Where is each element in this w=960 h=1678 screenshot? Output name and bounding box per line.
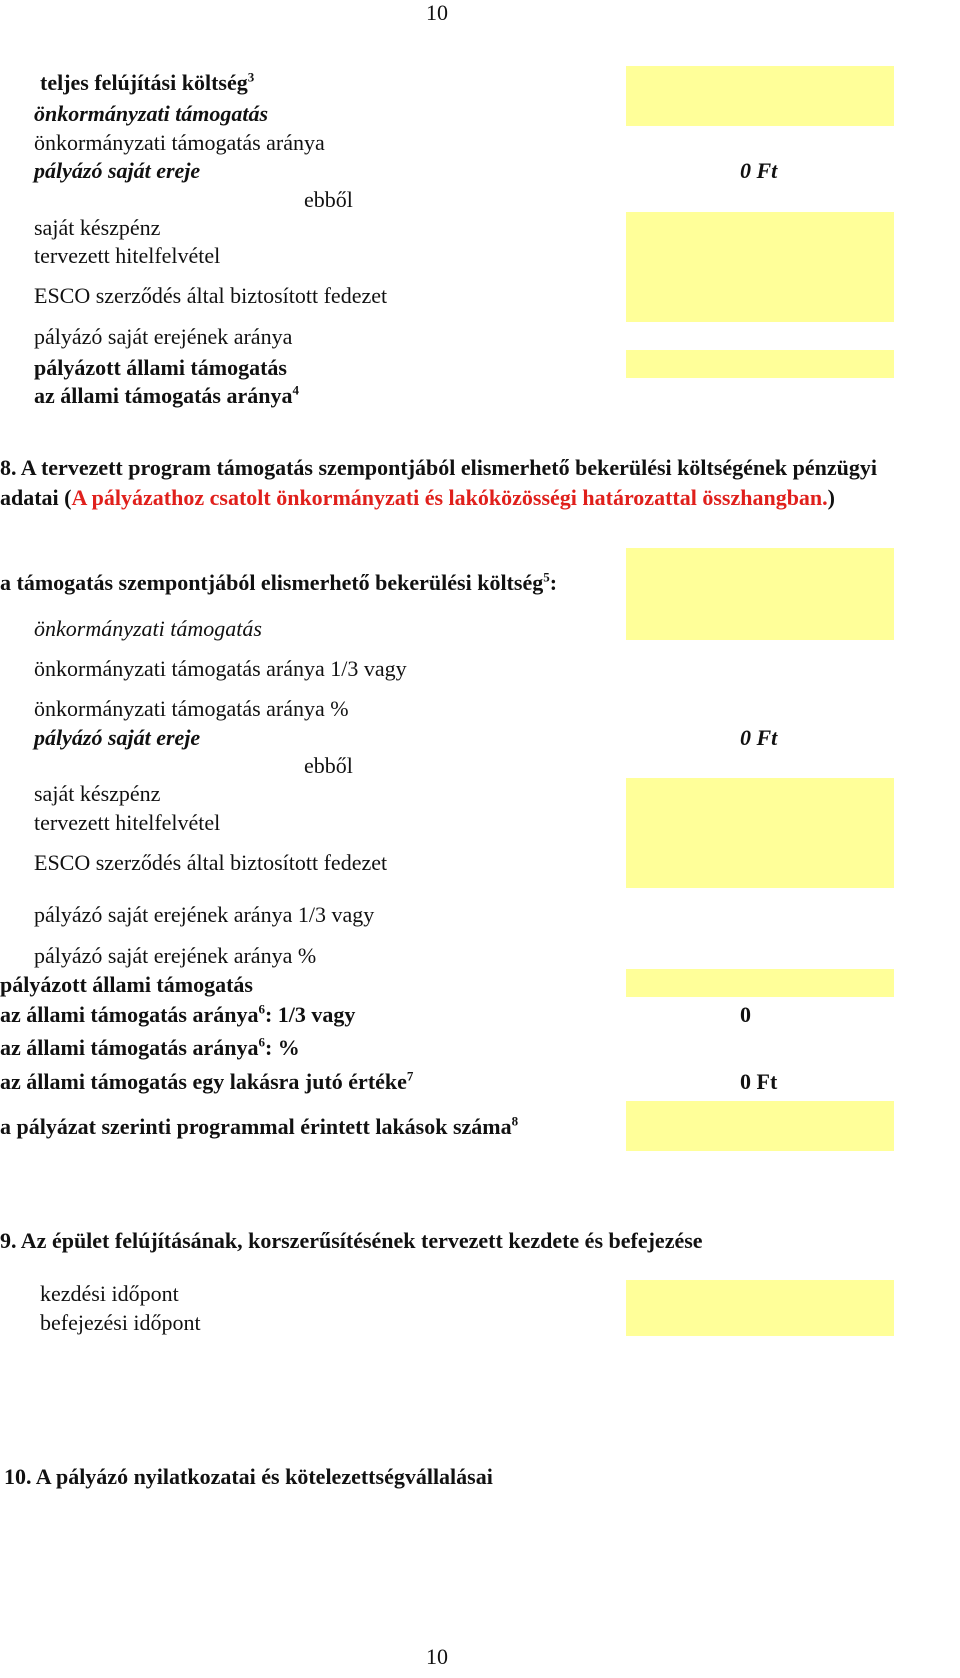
s8-per-flat-label: az állami támogatás egy lakásra jutó értéke$^7$	[0, 1068, 414, 1094]
total-cost-input[interactable]	[626, 66, 894, 126]
municipal-support-ratio-label: önkormányzati támogatás aránya	[34, 130, 325, 155]
s8-flat-count-label: a pályázat szerinti programmal érintett lakások száma$^8$	[0, 1113, 519, 1139]
footnote-ref: 3	[247, 69, 255, 85]
own-resources-value: 0 Ft	[740, 158, 778, 183]
s8-state-ratio-third-value: 0	[740, 1002, 751, 1027]
page-number-top: 10	[426, 0, 448, 25]
state-support-input[interactable]	[626, 350, 894, 378]
own-cash-label: saját készpénz	[34, 215, 161, 240]
footnote-ref: 5	[543, 569, 550, 585]
state-support-label: pályázott állami támogatás	[34, 355, 287, 380]
s8-planned-loan-label: tervezett hitelfelvétel	[34, 810, 221, 835]
s8-state-support-label: pályázott állami támogatás	[0, 972, 253, 997]
own-resources-label: pályázó saját ereje	[34, 158, 201, 183]
s8-flat-count-input[interactable]	[626, 1101, 894, 1151]
own-resources-breakdown-input[interactable]	[626, 212, 894, 322]
planned-loan-label: tervezett hitelfelvétel	[34, 243, 221, 268]
s8-state-support-input[interactable]	[626, 969, 894, 997]
page-number-bottom: 10	[426, 1644, 448, 1669]
footnote-ref: 7	[406, 1068, 414, 1084]
footnote-ref: 4	[292, 382, 299, 398]
end-date-label: befejezési időpont	[40, 1310, 201, 1335]
s8-municipal-ratio-third-label: önkormányzati támogatás aránya 1/3 vagy	[34, 656, 407, 681]
s8-own-resources-label: pályázó saját ereje	[34, 725, 201, 750]
footnote-ref: 6	[258, 1034, 265, 1050]
eligible-cost-input[interactable]	[626, 548, 894, 640]
footnote-ref: 8	[511, 1113, 519, 1129]
s8-own-resources-breakdown-input[interactable]	[626, 778, 894, 888]
section-8-heading-note: A pályázathoz csatolt önkormányzati és lakóközösségi határozattal összhangban.	[71, 485, 828, 510]
s8-municipal-ratio-percent-label: önkormányzati támogatás aránya %	[34, 696, 349, 721]
esco-label: ESCO szerződés által biztosított fedezet	[34, 283, 388, 308]
s8-esco-label: ESCO szerződés által biztosított fedezet	[34, 850, 388, 875]
eligible-cost-label: a támogatás szempontjából elismerhető bekerülési költség$^5$:	[0, 569, 558, 595]
state-support-ratio-label: az állami támogatás aránya$^4$	[34, 382, 299, 408]
of-which-label: ebből	[304, 187, 353, 212]
section-9-heading: 9. Az épület felújításának, korszerűsítésének tervezett kezdete és befejezése	[0, 1228, 703, 1253]
s8-municipal-support-label: önkormányzati támogatás	[34, 616, 262, 641]
s8-own-resources-value: 0 Ft	[740, 725, 778, 750]
s8-of-which-label: ebből	[304, 753, 353, 778]
dates-input[interactable]	[626, 1280, 894, 1336]
footnote-ref: 6	[258, 1001, 265, 1017]
s8-state-ratio-third-label: az állami támogatás aránya$^6$: 1/3 vagy	[0, 1001, 356, 1027]
municipal-support-label: önkormányzati támogatás	[34, 101, 269, 126]
section-10-heading: 10. A pályázó nyilatkozatai és kötelezettségvállalásai	[4, 1464, 493, 1489]
s8-own-cash-label: saját készpénz	[34, 781, 161, 806]
s8-own-ratio-percent-label: pályázó saját erejének aránya %	[34, 943, 317, 968]
section-8-heading: 8. A tervezett program támogatás szempontjából elismerhető bekerülési költségének pénzügyi adatai (A pályázathoz csatolt önkormányzati és lakóközösségi határozattal összhangban.)	[0, 455, 878, 510]
total-cost-label: teljes felújítási költség$^3$	[40, 69, 255, 95]
s8-state-ratio-percent-label: az állami támogatás aránya$^6$: %	[0, 1034, 300, 1060]
s8-per-flat-value: 0 Ft	[740, 1069, 778, 1094]
own-resources-ratio-label: pályázó saját erejének aránya	[34, 324, 293, 349]
s8-own-ratio-third-label: pályázó saját erejének aránya 1/3 vagy	[34, 902, 375, 927]
start-date-label: kezdési időpont	[40, 1281, 179, 1306]
